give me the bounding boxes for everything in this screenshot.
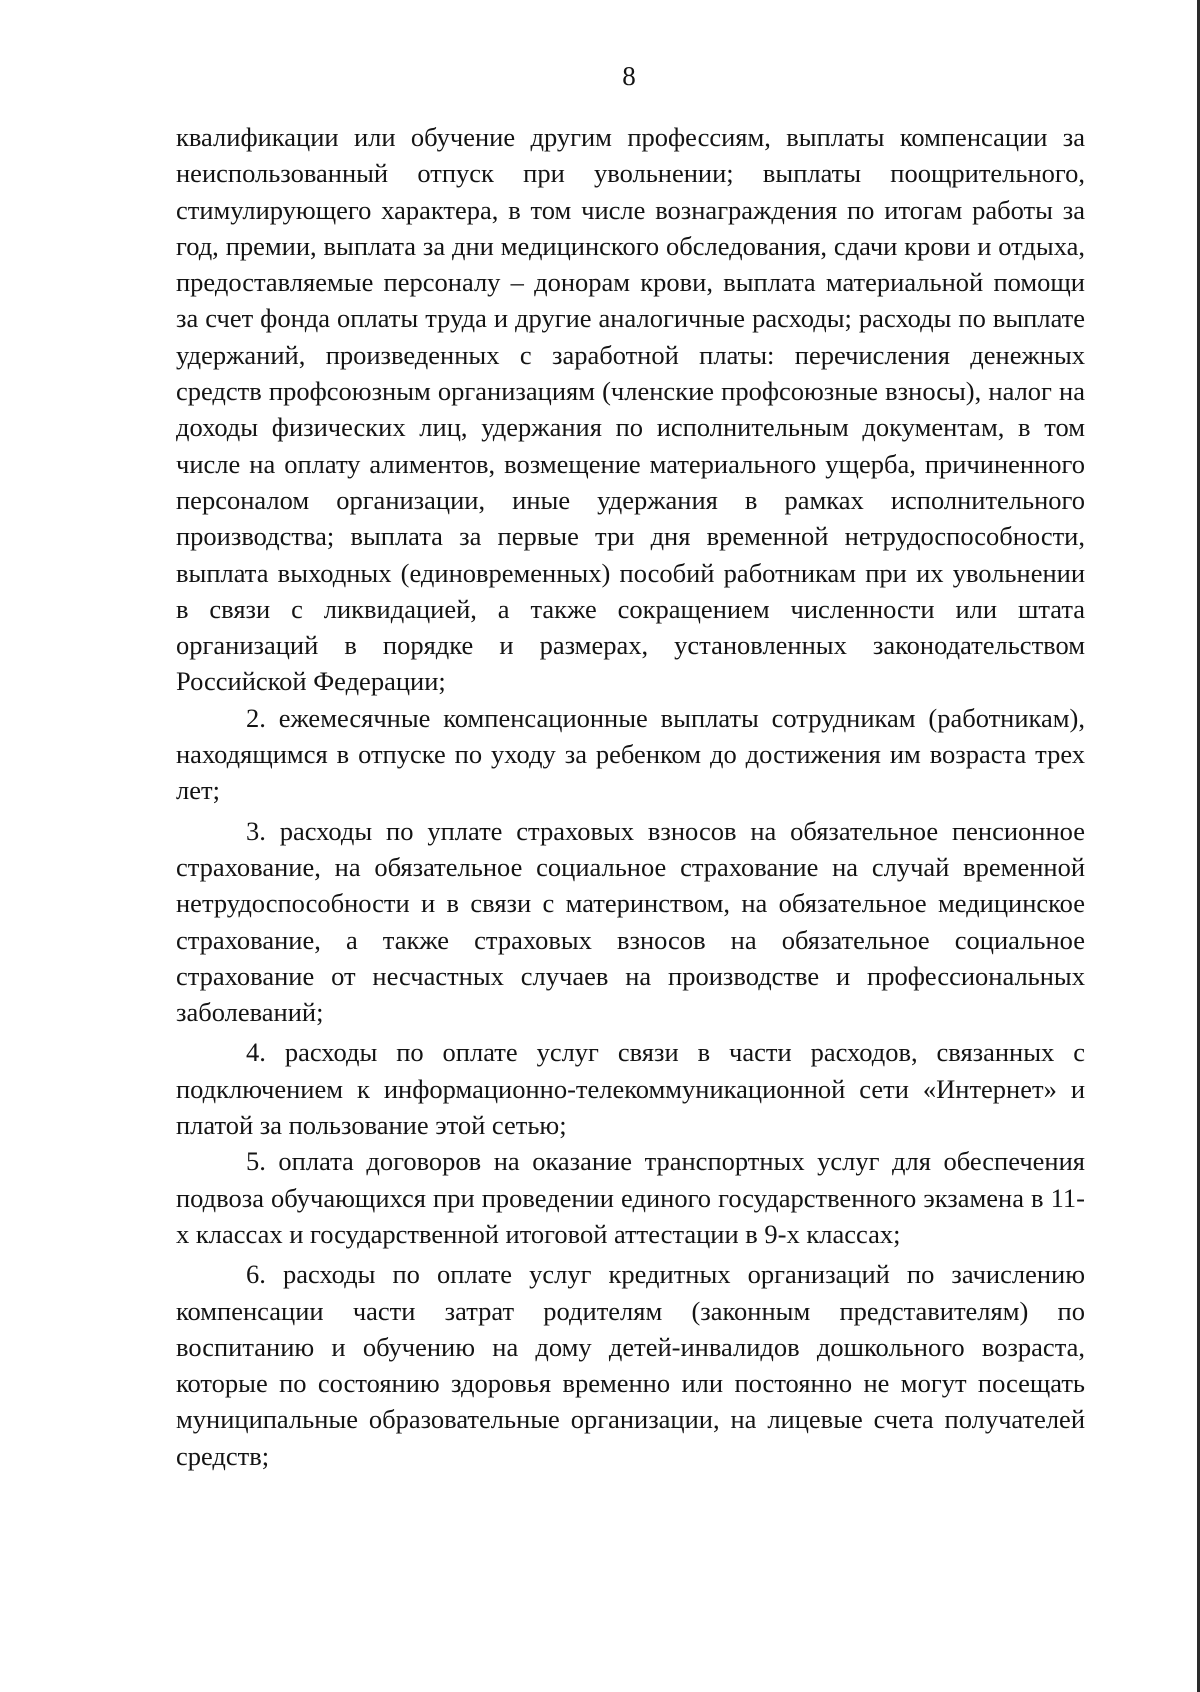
page-number: 8 [622, 61, 636, 91]
paragraph-item-6: 6. расходы по оплате услуг кредитных организаций по зачислению компенсации части затрат родителям (законным представителям) по воспитанию и обучению на дому детей-инвалидов дошкольного возраста, которые по состоянию здоровья временно или постоянно не могут посещать муниципальные образовательные организации, на лицевые счета получателей средств; [176, 1259, 1085, 1471]
paragraph-item-3: 3. расходы по уплате страховых взносов на обязательное пенсионное страхование, на обязательное социальное страхование на случай временной нетрудоспособности и в связи с материнством, на обязательное медицинское страхование, а также страховых взносов на обязательное социальное страхование от несчастных случаев на производстве и профессиональных заболеваний; [176, 815, 1085, 1028]
paragraph-item-5: 5. оплата договоров на оказание транспортных услуг для обеспечения подвоза обучающихся при проведении единого государственного экзамена в 11-х классах и государственной итоговой аттестации в 9-х классах; [176, 1146, 1085, 1249]
document-body [176, 119, 1085, 1474]
paragraph-continuation: квалификации или обучение другим профессиям, выплаты компенсации за неиспользованный отпуск при увольнении; выплаты поощрительного, стимулирующего характера, в том числе вознаграждения по итогам работы за год, премии, выплата за дни медицинского обследования, сдачи крови и отдыха, предоставляемые персоналу – донорам крови, выплата материальной помощи за счет фонда оплаты труда и другие аналогичные расходы; расходы по выплате удержаний, произведенных с заработной платы: перечисления денежных средств профсоюзным организациям (членские профсоюзные взносы), налог на доходы физических лиц, удержания по исполнительным документам, в том числе на оплату алиментов, возмещение материального ущерба, причиненного персоналом организации, иные удержания в рамках исполнительного производства; выплата за первые три дня временной нетрудоспособности, выплата выходных (единовременных) пособий работникам при их увольнении в связи с ликвидацией, а также сокращением численности или штата организаций в порядке и размерах, установленных законодательством Российской Федерации; [176, 122, 1085, 697]
paragraph-item-4: 4. расходы по оплате услуг связи в части расходов, связанных с подключением к информационно-телекоммуникационной сети «Интернет» и платой за пользование этой сетью; [176, 1037, 1085, 1141]
paragraph-item-2: 2. ежемесячные компенсационные выплаты сотрудникам (работникам), находящимся в отпуске по уходу за ребенком до достижения им возраста трех лет; [176, 702, 1085, 806]
